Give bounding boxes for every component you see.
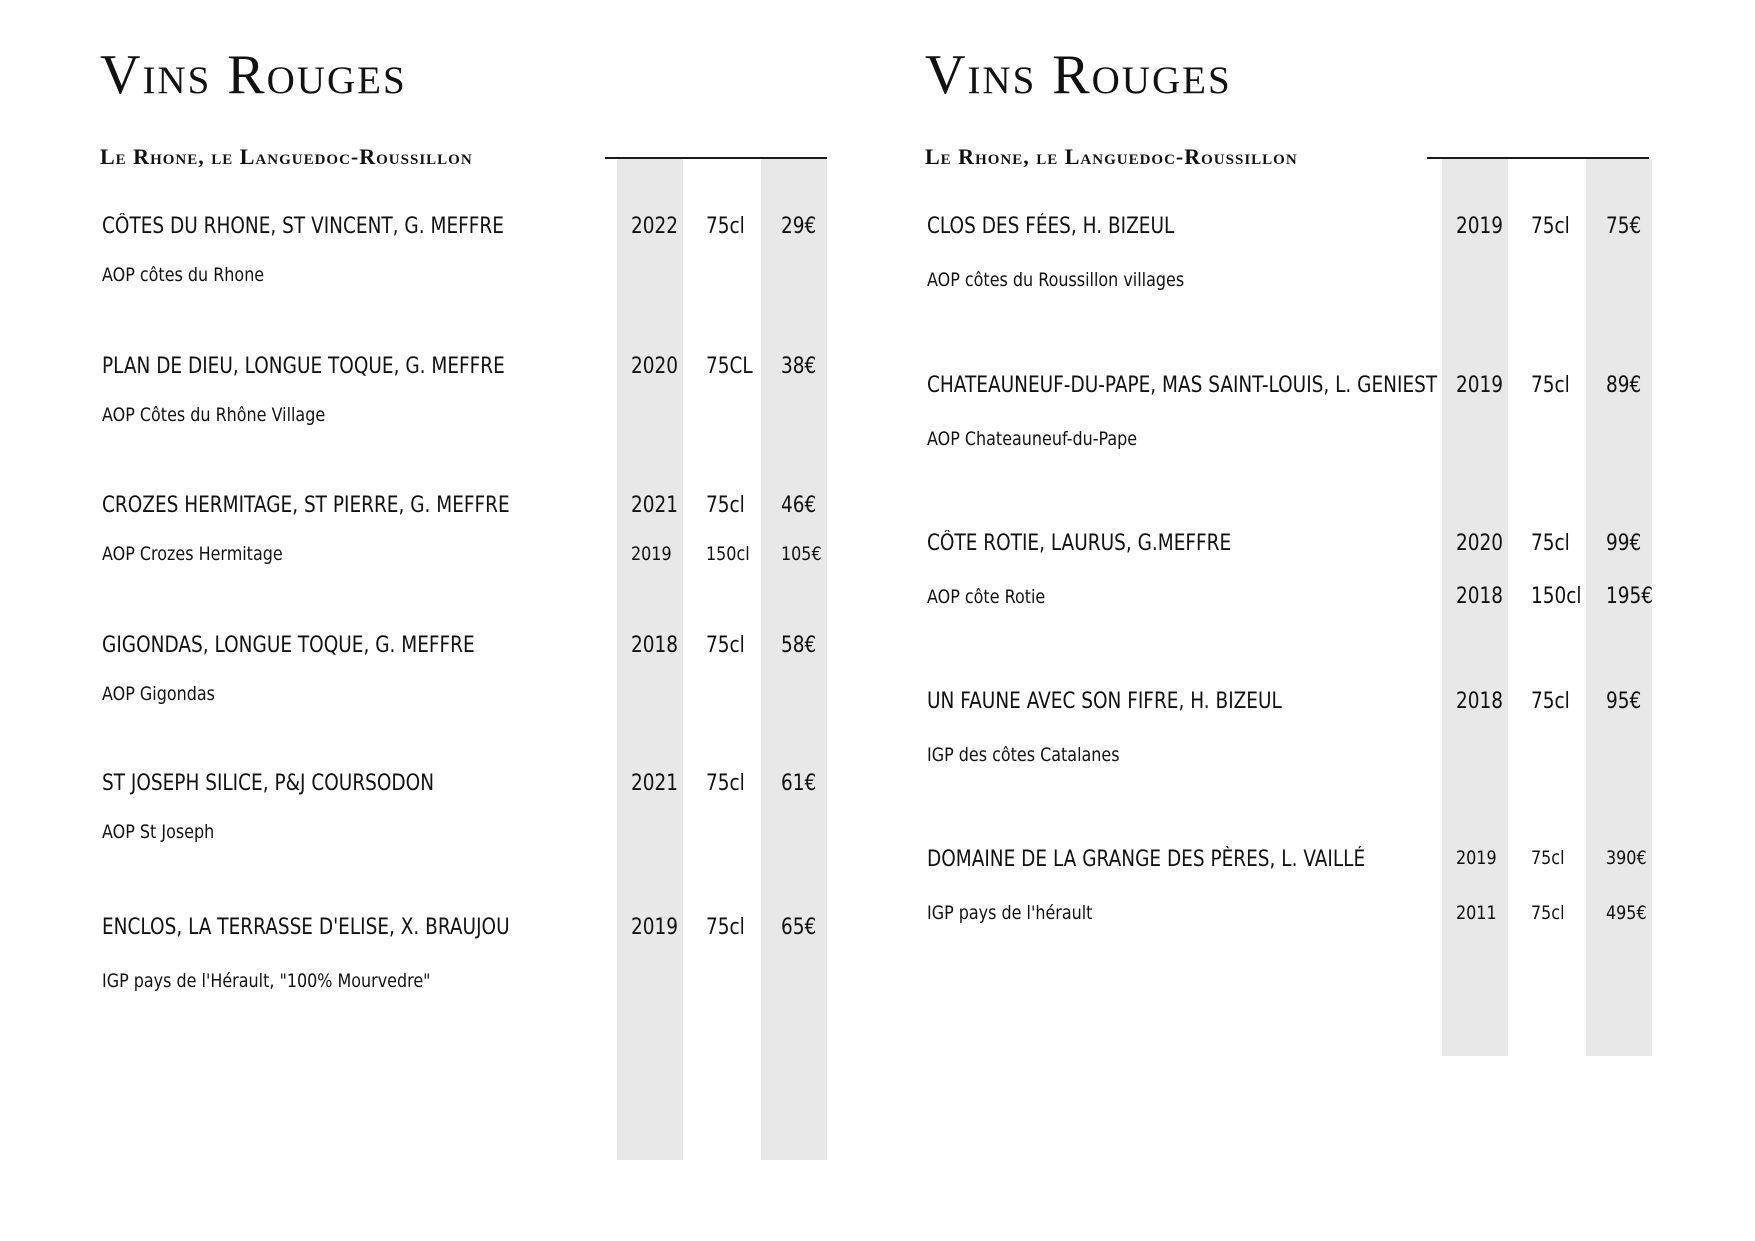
wine-name: UN FAUNE AVEC SON FIFRE, H. BIZEUL <box>927 689 1282 714</box>
wine-appellation: AOP St Joseph <box>102 821 215 843</box>
price-column-band <box>761 159 827 1160</box>
wine-appellation: AOP Gigondas <box>102 683 215 705</box>
wine-vintage: 2019 <box>1456 373 1504 398</box>
wine-appellation: AOP côte Rotie <box>927 586 1046 608</box>
wine-volume: 150cl <box>1531 584 1582 609</box>
wine-vintage: 2020 <box>1456 531 1504 556</box>
wine-vintage: 2011 <box>1456 902 1497 924</box>
wine-name: CROZES HERMITAGE, ST PIERRE, G. MEFFRE <box>102 493 510 518</box>
wine-volume: 75cl <box>1531 902 1565 924</box>
region-heading: Le Rhone, le Languedoc-Roussillon <box>925 144 1298 169</box>
wine-appellation: AOP Côtes du Rhône Village <box>102 404 326 426</box>
wine-price: 58€ <box>781 633 817 658</box>
wine-name: CÔTES DU RHONE, ST VINCENT, G. MEFFRE <box>102 214 504 239</box>
wine-price: 95€ <box>1606 689 1642 714</box>
year-column-band <box>617 159 683 1160</box>
wine-name: DOMAINE DE LA GRANGE DES PÈRES, L. VAILLÉ <box>927 847 1366 872</box>
wine-price: 390€ <box>1606 847 1647 869</box>
wine-volume: 75cl <box>1531 531 1570 556</box>
wine-vintage: 2019 <box>1456 847 1497 869</box>
wine-volume: 75cl <box>1531 689 1570 714</box>
menu-page-left <box>100 0 860 1241</box>
wine-vintage: 2020 <box>631 354 679 379</box>
wine-name: CHATEAUNEUF-DU-PAPE, MAS SAINT-LOUIS, L. GENIEST <box>927 373 1438 398</box>
wine-vintage: 2019 <box>1456 214 1504 239</box>
wine-volume: 75cl <box>706 214 745 239</box>
wine-name: PLAN DE DIEU, LONGUE TOQUE, G. MEFFRE <box>102 354 505 379</box>
wine-name: CLOS DES FÉES, H. BIZEUL <box>927 214 1175 239</box>
wine-volume: 150cl <box>706 543 750 565</box>
wine-price: 46€ <box>781 493 817 518</box>
wine-appellation: IGP pays de l'hérault <box>927 902 1093 924</box>
wine-price: 65€ <box>781 915 817 940</box>
wine-vintage: 2018 <box>631 633 679 658</box>
wine-vintage: 2019 <box>631 543 672 565</box>
wine-price: 29€ <box>781 214 817 239</box>
wine-volume: 75cl <box>1531 214 1570 239</box>
wine-volume: 75cl <box>706 915 745 940</box>
page-title: Vins Rouges <box>100 44 407 106</box>
wine-volume: 75cl <box>706 493 745 518</box>
wine-volume: 75CL <box>706 354 753 379</box>
wine-price: 495€ <box>1606 902 1647 924</box>
menu-page-right <box>925 0 1685 1241</box>
wine-appellation: AOP Chateauneuf-du-Pape <box>927 428 1138 450</box>
wine-volume: 75cl <box>1531 847 1565 869</box>
wine-name: GIGONDAS, LONGUE TOQUE, G. MEFFRE <box>102 633 475 658</box>
wine-appellation: IGP pays de l'Hérault, "100% Mourvedre" <box>102 970 431 992</box>
wine-vintage: 2022 <box>631 214 679 239</box>
wine-appellation: AOP côtes du Rhone <box>102 264 265 286</box>
wine-price: 61€ <box>781 771 817 796</box>
region-heading: Le Rhone, le Languedoc-Roussillon <box>100 144 473 169</box>
wine-appellation: AOP côtes du Roussillon villages <box>927 269 1185 291</box>
wine-name: CÔTE ROTIE, LAURUS, G.MEFFRE <box>927 531 1232 556</box>
wine-price: 105€ <box>781 543 822 565</box>
wine-name: ENCLOS, LA TERRASSE D'ELISE, X. BRAUJOU <box>102 915 510 940</box>
page-title: Vins Rouges <box>925 44 1232 106</box>
wine-volume: 75cl <box>706 771 745 796</box>
wine-price: 89€ <box>1606 373 1642 398</box>
wine-price: 195€ <box>1606 584 1654 609</box>
wine-name: ST JOSEPH SILICE, P&J COURSODON <box>102 771 435 796</box>
wine-price: 99€ <box>1606 531 1642 556</box>
wine-volume: 75cl <box>706 633 745 658</box>
wine-price: 75€ <box>1606 214 1642 239</box>
wine-appellation: IGP des côtes Catalanes <box>927 744 1120 766</box>
wine-vintage: 2021 <box>631 771 679 796</box>
wine-vintage: 2019 <box>631 915 679 940</box>
wine-vintage: 2018 <box>1456 689 1504 714</box>
wine-volume: 75cl <box>1531 373 1570 398</box>
wine-vintage: 2018 <box>1456 584 1504 609</box>
wine-price: 38€ <box>781 354 817 379</box>
wine-appellation: AOP Crozes Hermitage <box>102 543 283 565</box>
wine-vintage: 2021 <box>631 493 679 518</box>
